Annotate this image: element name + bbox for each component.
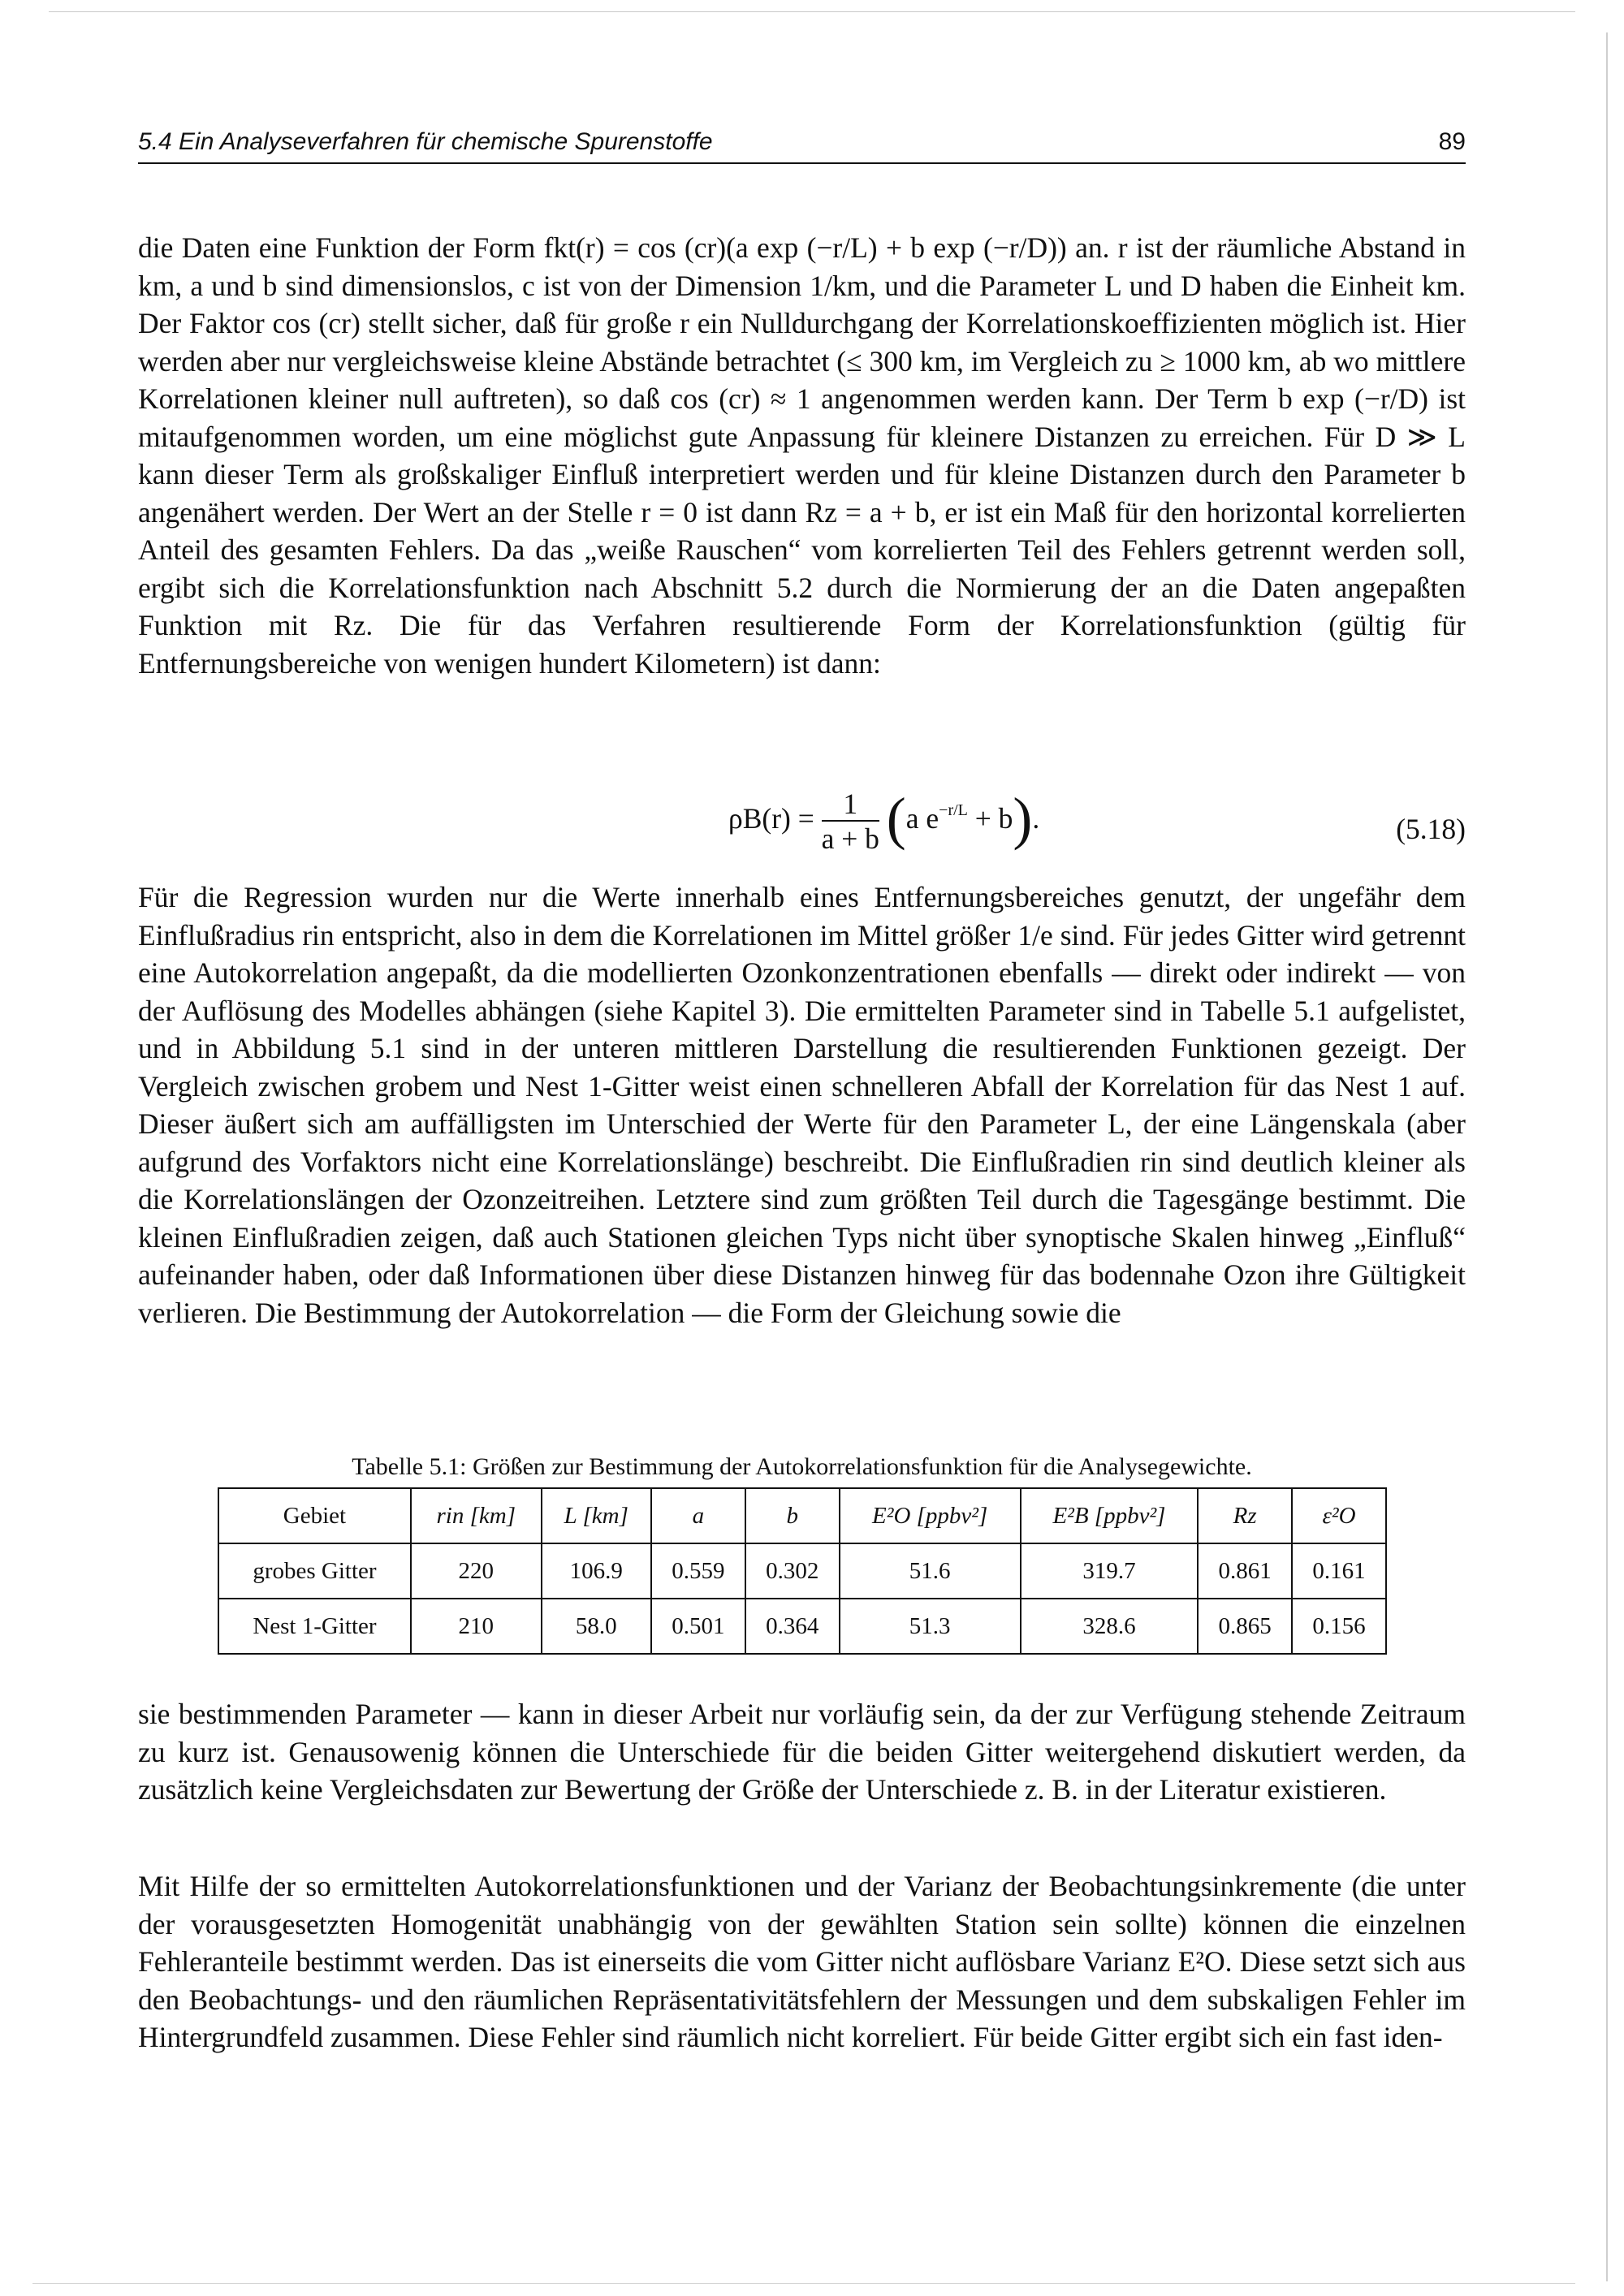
- equation-trail: .: [1032, 802, 1040, 835]
- table-header-cell: E²B [ppbv²]: [1021, 1488, 1199, 1543]
- table-cell: 58.0: [542, 1599, 651, 1654]
- table-row: [218, 1599, 1386, 1654]
- equation-numerator: 1: [822, 788, 879, 822]
- table-cell: 0.161: [1292, 1543, 1386, 1599]
- paragraph-2: Für die Regression wurden nur die Werte innerhalb eines Entfernungsbereiches genutzt, der ungefähr dem Einflußradius rin entspricht, also in dem die Korrelationen im Mittel größer 1/e sind. Für jedes Gitter wird getrennt eine Autokorrelation angepaßt, da die modellierten Ozonkonzentrationen ebenfalls — direkt oder indirekt — von der Auflösung des Modelles abhängen (siehe Kapitel 3). Die ermittelten Parameter sind in Tabelle 5.1 aufgelistet, und in Abbildung 5.1 sind in der unteren mittleren Darstellung die resultierenden Funktionen gezeigt. Der Vergleich zwischen grobem und Nest 1-Gitter weist einen schnelleren Abfall der Korrelation für das Nest 1 auf. Dieser äußert sich am auffälligsten im Unterschied der Werte für den Parameter L, der eine Längenskala (aber aufgrund des Vorfaktors nicht eine Korrelationslänge) beschreibt. Die Einflußradien rin sind deutlich kleiner als die Korrelationslängen der Ozonzeitreihen. Letztere sind zum größten Teil durch die Tagesgänge bestimmt. Die kleinen Einflußradien zeigen, daß auch Stationen gleichen Typs nicht über synoptische Skalen hinweg „Einfluß“ aufeinander haben, oder daß Informationen über diese Distanzen hinweg für das bodennahe Ozon ihre Gültigkeit verlieren. Die Bestimmung der Autokorrelation — die Form der Gleichung sowie die: [138, 881, 1466, 1329]
- running-title: 5.4 Ein Analyseverfahren für chemische Spurenstoffe: [138, 128, 713, 155]
- equation-number: (5.18): [1396, 813, 1466, 845]
- table-header-cell: Rz: [1198, 1488, 1292, 1543]
- paragraph-1: die Daten eine Funktion der Form fkt(r) = cos (cr)(a exp (−r/L) + b exp (−r/D)) an. r ist der räumliche Abstand in km, a und b sind dimensionslos, c ist von der Dimension 1/km, und die Parameter L und D haben die Einheit km. Der Faktor cos (cr) stellt sicher, daß für große r ein Nulldurchgang der Korrelationskoeffizienten möglich ist. Hier werden aber nur vergleichsweise kleine Abstände betrachtet (≤ 300 km, im Vergleich zu ≥ 1000 km, ab wo mittlere Korrelationen kleiner null auftreten), so daß cos (cr) ≈ 1 angenommen werden kann. Der Term b exp (−r/D) ist mitaufgenommen worden, um eine möglichst gute Anpassung für kleinere Distanzen zu erreichen. Für D ≫ L kann dieser Term als großskaliger Einfluß interpretiert werden und für kleine Distanzen durch den Parameter b angenähert werden. Der Wert an der Stelle r = 0 ist dann Rz = a + b, er ist ein Maß für den horizontal korrelierten Anteil des gesamten Fehlers. Da das „weiße Rauschen“ vom korrelierten Teil des Fehlers getrennt werden soll, ergibt sich die Korrelationsfunktion nach Abschnitt 5.2 durch die Normierung der an die Daten angepaßten Funktion mit Rz. Die für das Verfahren resultierende Form der Korrelationsfunktion (gültig für Entfernungsbereiche von wenigen hundert Kilometern) ist dann:: [138, 231, 1466, 680]
- page-number: 89: [1438, 128, 1466, 155]
- equation-lhs: ρB(r) =: [728, 802, 814, 835]
- table-caption: Tabelle 5.1: Größen zur Bestimmung der Autokorrelationsfunktion für die Analysegewichte.: [352, 1453, 1252, 1480]
- equation-5-18: [138, 785, 1466, 869]
- table-cell: 319.7: [1021, 1543, 1199, 1599]
- table-cell: 0.302: [745, 1543, 840, 1599]
- equation-denominator: a + b: [821, 822, 879, 855]
- table-cell: 0.156: [1292, 1599, 1386, 1654]
- table-cell: grobes Gitter: [218, 1543, 411, 1599]
- table-header-cell: Gebiet: [218, 1488, 411, 1543]
- table-cell: 51.3: [840, 1599, 1021, 1654]
- table-cell: 0.865: [1198, 1599, 1292, 1654]
- table-header-cell: a: [651, 1488, 745, 1543]
- table-cell: 0.559: [651, 1543, 745, 1599]
- table-header-cell: b: [745, 1488, 840, 1543]
- table-cell: 220: [411, 1543, 542, 1599]
- header-rule: [138, 162, 1466, 164]
- scan-edge-top: [49, 11, 1575, 12]
- equation-term-a: a e: [905, 802, 939, 835]
- page-header: [138, 128, 1466, 164]
- table-cell: 106.9: [542, 1543, 651, 1599]
- table-row: [218, 1543, 1386, 1599]
- table-header-cell: ε²O: [1292, 1488, 1386, 1543]
- equation-term-b: + b: [974, 802, 1013, 835]
- table-header-cell: L [km]: [542, 1488, 651, 1543]
- table-cell: 0.861: [1198, 1543, 1292, 1599]
- scan-edge-bottom: [32, 2283, 1575, 2284]
- table-cell: 0.364: [745, 1599, 840, 1654]
- table-cell: 328.6: [1021, 1599, 1199, 1654]
- table-cell: 51.6: [840, 1543, 1021, 1599]
- equation-body: [728, 785, 1040, 856]
- data-table: [218, 1487, 1387, 1655]
- table-cell: 0.501: [651, 1599, 745, 1654]
- left-paren: (: [886, 785, 906, 851]
- table-cell: 210: [411, 1599, 542, 1654]
- table-cell: Nest 1-Gitter: [218, 1599, 411, 1654]
- right-paren: ): [1013, 785, 1033, 851]
- scan-edge-right: [1606, 32, 1608, 2281]
- table-header-cell: E²O [ppbv²]: [840, 1488, 1021, 1543]
- table-header-row: [218, 1488, 1386, 1543]
- table-header-cell: rin [km]: [411, 1488, 542, 1543]
- equation-exponent: −r/L: [939, 801, 968, 820]
- paragraph-3: sie bestimmenden Parameter — kann in dieser Arbeit nur vorläufig sein, da der zur Verfügung stehende Zeitraum zu kurz ist. Genausowenig können die Unterschiede für die beiden Gitter weitergehend diskutiert werden, da zusätzlich keine Vergleichsdaten zur Bewertung der Größe der Unterschiede z. B. in der Literatur existieren.: [138, 1698, 1466, 1806]
- equation-fraction: [822, 788, 879, 856]
- paragraph-4: Mit Hilfe der so ermittelten Autokorrelationsfunktionen und der Varianz der Beobachtungsinkremente (die unter der vorausgesetzten Homogenität unabhängig von der gewählten Station sein sollte) können die einzelnen Fehleranteile bestimmt werden. Das ist einerseits die vom Gitter nicht auflösbare Varianz E²O. Diese setzt sich aus den Beobachtungs- und den räumlichen Repräsentativitätsfehlern der Messungen und dem subskaligen Fehler im Hintergrundfeld zusammen. Diese Fehler sind räumlich nicht korreliert. Für beide Gitter ergibt sich ein fast iden-: [138, 1870, 1466, 2053]
